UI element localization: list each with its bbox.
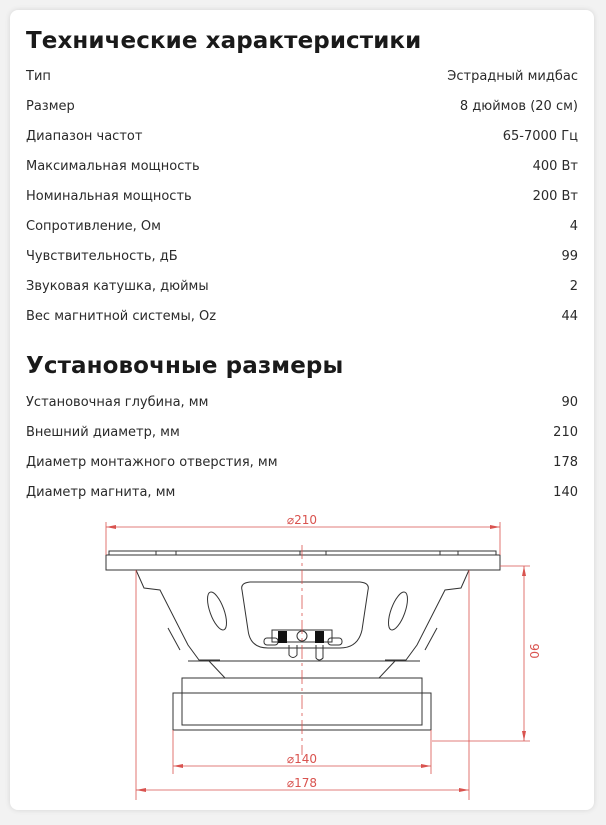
- spec-value: Эстрадный мидбас: [447, 68, 578, 84]
- spec-value: 4: [569, 218, 578, 234]
- spec-label: Установочная глубина, мм: [26, 394, 209, 410]
- spec-value: 140: [553, 484, 578, 500]
- spec-value: 90: [561, 394, 578, 410]
- terminal-negative: [278, 631, 287, 643]
- speaker-dimension-drawing: [10, 10, 594, 810]
- spec-value: 200 Вт: [532, 188, 578, 204]
- terminal-positive: [315, 631, 324, 643]
- spec-label: Максимальная мощность: [26, 158, 200, 174]
- spec-value: 99: [561, 248, 578, 264]
- dim-outer-label: ⌀210: [286, 513, 318, 527]
- dim-magnet-label: ⌀140: [286, 752, 318, 766]
- dim-cutout-label: ⌀178: [286, 776, 318, 790]
- spec-value: 210: [553, 424, 578, 440]
- specs-card: [10, 10, 594, 810]
- spec-value: 65-7000 Гц: [502, 128, 578, 144]
- spec-label: Диаметр монтажного отверстия, мм: [26, 454, 278, 470]
- dim-depth-label: 90: [527, 643, 541, 659]
- spec-label: Размер: [26, 98, 75, 114]
- spec-label: Внешний диаметр, мм: [26, 424, 180, 440]
- spec-value: 44: [561, 308, 578, 324]
- spec-value: 2: [569, 278, 578, 294]
- spec-label: Чувствительность, дБ: [26, 248, 178, 264]
- spec-label: Диапазон частот: [26, 128, 143, 144]
- spec-label: Вес магнитной системы, Oz: [26, 308, 217, 324]
- spec-label: Диаметр магнита, мм: [26, 484, 176, 500]
- spec-value: 178: [553, 454, 578, 470]
- spec-value: 400 Вт: [532, 158, 578, 174]
- spec-label: Тип: [26, 68, 51, 84]
- install-dims-title: Установочные размеры: [26, 353, 344, 379]
- spec-label: Звуковая катушка, дюймы: [26, 278, 209, 294]
- flange-outline: [106, 555, 500, 570]
- spec-value: 8 дюймов (20 см): [459, 98, 578, 114]
- spec-label: Номинальная мощность: [26, 188, 192, 204]
- spec-label: Сопротивление, Ом: [26, 218, 161, 234]
- tech-specs-title: Технические характеристики: [26, 28, 422, 54]
